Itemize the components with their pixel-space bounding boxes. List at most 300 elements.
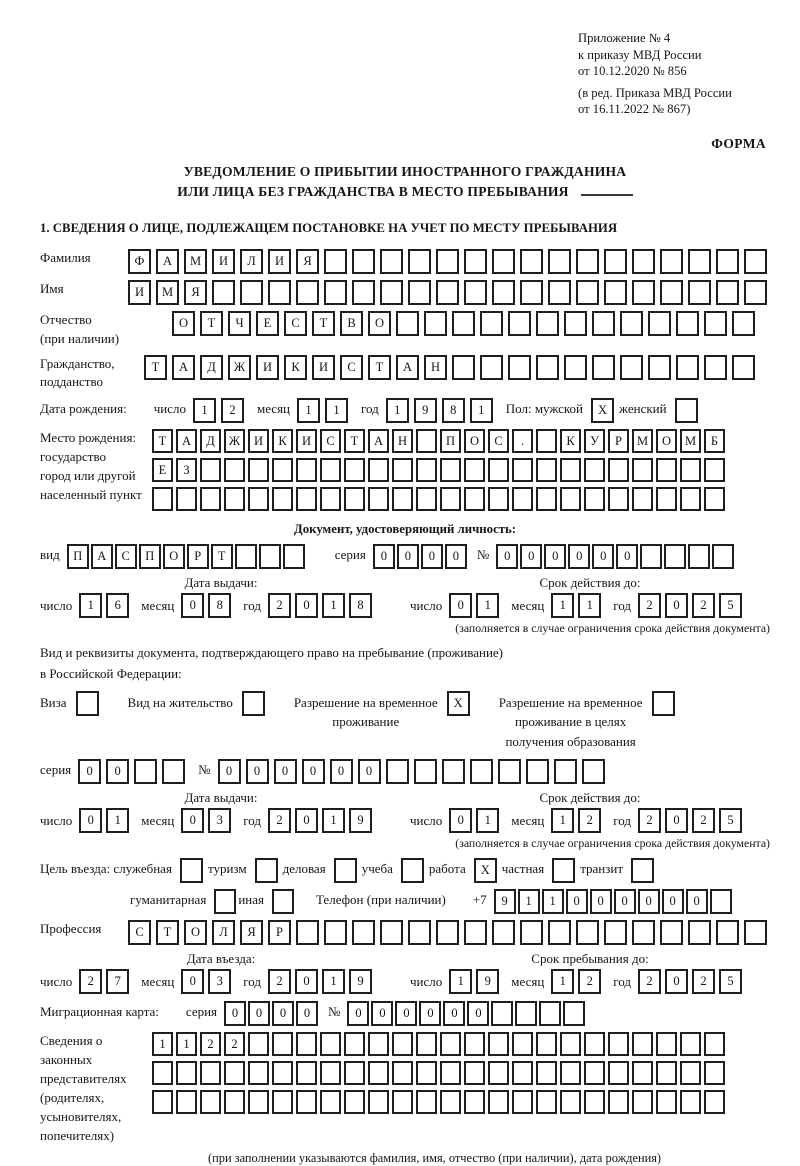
char-cell[interactable]: Р	[268, 920, 291, 945]
char-cell[interactable]: 1	[193, 398, 216, 423]
char-cell[interactable]	[656, 1061, 677, 1085]
char-cell[interactable]: 0	[106, 759, 129, 784]
char-cell[interactable]	[536, 429, 557, 453]
char-cell[interactable]	[296, 1090, 317, 1114]
char-cell[interactable]	[436, 920, 459, 945]
char-cell[interactable]: 2	[268, 969, 291, 994]
char-cell[interactable]: Н	[392, 429, 413, 453]
char-cell[interactable]	[352, 920, 375, 945]
char-cell[interactable]: 0	[371, 1001, 393, 1026]
char-cell[interactable]: 0	[373, 544, 395, 569]
char-cell[interactable]	[452, 311, 475, 336]
char-cell[interactable]: 0	[181, 593, 204, 618]
char-cell[interactable]	[744, 249, 767, 274]
char-cell[interactable]	[716, 249, 739, 274]
char-cell[interactable]: 0	[181, 808, 204, 833]
char-cell[interactable]: 8	[442, 398, 465, 423]
char-cell[interactable]: 0	[330, 759, 353, 784]
char-cell[interactable]	[488, 487, 509, 511]
char-cell[interactable]	[488, 1061, 509, 1085]
char-cell[interactable]	[436, 280, 459, 305]
char-cell[interactable]	[176, 1090, 197, 1114]
char-cell[interactable]	[491, 1001, 513, 1026]
char-cell[interactable]: 2	[224, 1032, 245, 1056]
char-cell[interactable]	[235, 544, 257, 569]
char-cell[interactable]	[498, 759, 521, 784]
char-cell[interactable]	[508, 311, 531, 336]
char-cell[interactable]	[676, 311, 699, 336]
char-cell[interactable]: Д	[200, 429, 221, 453]
char-cell[interactable]	[152, 487, 173, 511]
char-cell[interactable]	[442, 759, 465, 784]
char-cell[interactable]	[392, 458, 413, 482]
char-cell[interactable]: Л	[240, 249, 263, 274]
char-cell[interactable]: 0	[79, 808, 102, 833]
char-cell[interactable]	[632, 920, 655, 945]
char-cell[interactable]	[272, 1090, 293, 1114]
char-cell[interactable]	[716, 280, 739, 305]
char-cell[interactable]	[660, 920, 683, 945]
char-cell[interactable]	[408, 280, 431, 305]
char-cell[interactable]: З	[176, 458, 197, 482]
char-cell[interactable]	[464, 1061, 485, 1085]
char-cell[interactable]	[492, 920, 515, 945]
char-cell[interactable]: А	[156, 249, 179, 274]
char-cell[interactable]	[272, 487, 293, 511]
char-cell[interactable]	[464, 1090, 485, 1114]
char-cell[interactable]	[592, 311, 615, 336]
char-cell[interactable]: 0	[496, 544, 518, 569]
char-cell[interactable]: 0	[544, 544, 566, 569]
char-cell[interactable]: 1	[297, 398, 320, 423]
char-cell[interactable]: 0	[295, 593, 318, 618]
char-cell[interactable]: 2	[638, 808, 661, 833]
char-cell[interactable]	[680, 1032, 701, 1056]
char-cell[interactable]: 1	[322, 969, 345, 994]
purpose-transit-checkbox[interactable]	[631, 858, 654, 883]
char-cell[interactable]	[344, 1032, 365, 1056]
char-cell[interactable]: 1	[79, 593, 102, 618]
char-cell[interactable]: К	[272, 429, 293, 453]
char-cell[interactable]: 0	[274, 759, 297, 784]
char-cell[interactable]	[564, 311, 587, 336]
char-cell[interactable]	[632, 249, 655, 274]
char-cell[interactable]	[272, 1061, 293, 1085]
char-cell[interactable]: 0	[295, 969, 318, 994]
char-cell[interactable]: Я	[184, 280, 207, 305]
char-cell[interactable]: Т	[368, 355, 391, 380]
char-cell[interactable]: К	[284, 355, 307, 380]
char-cell[interactable]: И	[312, 355, 335, 380]
char-cell[interactable]	[176, 487, 197, 511]
char-cell[interactable]	[608, 1090, 629, 1114]
char-cell[interactable]	[632, 1032, 653, 1056]
char-cell[interactable]: 0	[397, 544, 419, 569]
char-cell[interactable]	[240, 280, 263, 305]
char-cell[interactable]	[536, 355, 559, 380]
char-cell[interactable]	[296, 920, 319, 945]
char-cell[interactable]	[248, 1061, 269, 1085]
char-cell[interactable]	[520, 280, 543, 305]
char-cell[interactable]	[134, 759, 157, 784]
char-cell[interactable]: 2	[221, 398, 244, 423]
char-cell[interactable]: 0	[443, 1001, 465, 1026]
char-cell[interactable]	[296, 1032, 317, 1056]
char-cell[interactable]	[352, 249, 375, 274]
education-residence-permit-checkbox[interactable]	[652, 691, 675, 716]
char-cell[interactable]: М	[184, 249, 207, 274]
char-cell[interactable]	[680, 1061, 701, 1085]
char-cell[interactable]: О	[464, 429, 485, 453]
purpose-tourism-checkbox[interactable]	[255, 858, 278, 883]
title-blank-line[interactable]	[581, 184, 633, 196]
char-cell[interactable]: К	[560, 429, 581, 453]
char-cell[interactable]: О	[172, 311, 195, 336]
char-cell[interactable]	[582, 759, 605, 784]
char-cell[interactable]	[584, 1090, 605, 1114]
char-cell[interactable]: О	[163, 544, 185, 569]
char-cell[interactable]	[704, 487, 725, 511]
char-cell[interactable]: 5	[719, 969, 742, 994]
char-cell[interactable]	[680, 458, 701, 482]
char-cell[interactable]: 1	[476, 808, 499, 833]
char-cell[interactable]: 0	[419, 1001, 441, 1026]
visa-checkbox[interactable]	[76, 691, 99, 716]
char-cell[interactable]	[604, 920, 627, 945]
char-cell[interactable]	[608, 487, 629, 511]
char-cell[interactable]	[576, 280, 599, 305]
char-cell[interactable]: Ч	[228, 311, 251, 336]
char-cell[interactable]	[560, 1032, 581, 1056]
char-cell[interactable]	[520, 920, 543, 945]
char-cell[interactable]	[608, 458, 629, 482]
char-cell[interactable]: 3	[208, 808, 231, 833]
char-cell[interactable]	[564, 355, 587, 380]
char-cell[interactable]	[664, 544, 686, 569]
char-cell[interactable]: 0	[449, 808, 472, 833]
char-cell[interactable]	[536, 311, 559, 336]
char-cell[interactable]	[536, 487, 557, 511]
char-cell[interactable]	[526, 759, 549, 784]
char-cell[interactable]: 2	[578, 969, 601, 994]
char-cell[interactable]	[584, 487, 605, 511]
char-cell[interactable]: 0	[296, 1001, 318, 1026]
char-cell[interactable]	[224, 1090, 245, 1114]
char-cell[interactable]	[324, 920, 347, 945]
char-cell[interactable]	[368, 1032, 389, 1056]
char-cell[interactable]	[272, 1032, 293, 1056]
char-cell[interactable]	[324, 280, 347, 305]
char-cell[interactable]	[632, 1090, 653, 1114]
char-cell[interactable]	[536, 1032, 557, 1056]
char-cell[interactable]	[386, 759, 409, 784]
char-cell[interactable]	[704, 1032, 725, 1056]
char-cell[interactable]	[416, 487, 437, 511]
char-cell[interactable]: 1	[551, 593, 574, 618]
char-cell[interactable]: 0	[248, 1001, 270, 1026]
char-cell[interactable]: Т	[312, 311, 335, 336]
char-cell[interactable]: 6	[106, 593, 129, 618]
char-cell[interactable]	[584, 458, 605, 482]
char-cell[interactable]	[716, 920, 739, 945]
char-cell[interactable]	[200, 458, 221, 482]
char-cell[interactable]	[320, 1090, 341, 1114]
char-cell[interactable]	[416, 429, 437, 453]
char-cell[interactable]	[296, 458, 317, 482]
char-cell[interactable]	[212, 280, 235, 305]
char-cell[interactable]	[620, 311, 643, 336]
char-cell[interactable]: 0	[665, 969, 688, 994]
char-cell[interactable]	[392, 487, 413, 511]
char-cell[interactable]	[656, 1032, 677, 1056]
purpose-other-checkbox[interactable]	[272, 889, 294, 914]
char-cell[interactable]	[680, 1090, 701, 1114]
char-cell[interactable]: С	[284, 311, 307, 336]
char-cell[interactable]	[224, 1061, 245, 1085]
char-cell[interactable]	[440, 458, 461, 482]
char-cell[interactable]	[704, 458, 725, 482]
char-cell[interactable]	[380, 249, 403, 274]
char-cell[interactable]	[710, 889, 732, 914]
char-cell[interactable]: М	[632, 429, 653, 453]
char-cell[interactable]	[392, 1061, 413, 1085]
sex-female-checkbox[interactable]	[675, 398, 698, 423]
char-cell[interactable]: 2	[578, 808, 601, 833]
char-cell[interactable]	[320, 487, 341, 511]
char-cell[interactable]	[536, 1090, 557, 1114]
char-cell[interactable]	[512, 1032, 533, 1056]
char-cell[interactable]	[488, 1032, 509, 1056]
char-cell[interactable]	[200, 487, 221, 511]
char-cell[interactable]	[416, 458, 437, 482]
char-cell[interactable]	[732, 311, 755, 336]
char-cell[interactable]	[344, 1090, 365, 1114]
char-cell[interactable]	[548, 920, 571, 945]
char-cell[interactable]: Т	[200, 311, 223, 336]
char-cell[interactable]	[632, 458, 653, 482]
char-cell[interactable]	[512, 1061, 533, 1085]
char-cell[interactable]: И	[212, 249, 235, 274]
char-cell[interactable]	[656, 1090, 677, 1114]
char-cell[interactable]	[248, 487, 269, 511]
char-cell[interactable]	[492, 249, 515, 274]
char-cell[interactable]: 1	[551, 808, 574, 833]
char-cell[interactable]: А	[396, 355, 419, 380]
char-cell[interactable]: 0	[449, 593, 472, 618]
char-cell[interactable]	[392, 1032, 413, 1056]
char-cell[interactable]	[452, 355, 475, 380]
char-cell[interactable]	[152, 1090, 173, 1114]
char-cell[interactable]: У	[584, 429, 605, 453]
char-cell[interactable]	[604, 280, 627, 305]
char-cell[interactable]	[470, 759, 493, 784]
char-cell[interactable]	[416, 1032, 437, 1056]
char-cell[interactable]	[152, 1061, 173, 1085]
char-cell[interactable]	[344, 487, 365, 511]
char-cell[interactable]	[548, 280, 571, 305]
char-cell[interactable]	[536, 458, 557, 482]
char-cell[interactable]	[162, 759, 185, 784]
char-cell[interactable]	[200, 1090, 221, 1114]
char-cell[interactable]: С	[488, 429, 509, 453]
char-cell[interactable]: 3	[208, 969, 231, 994]
char-cell[interactable]	[296, 280, 319, 305]
char-cell[interactable]	[656, 458, 677, 482]
char-cell[interactable]	[368, 1061, 389, 1085]
char-cell[interactable]: 0	[78, 759, 101, 784]
char-cell[interactable]	[560, 1090, 581, 1114]
char-cell[interactable]	[688, 280, 711, 305]
char-cell[interactable]	[416, 1061, 437, 1085]
char-cell[interactable]: 0	[590, 889, 612, 914]
char-cell[interactable]	[424, 311, 447, 336]
char-cell[interactable]	[620, 355, 643, 380]
char-cell[interactable]: 1	[449, 969, 472, 994]
char-cell[interactable]: И	[268, 249, 291, 274]
char-cell[interactable]: С	[340, 355, 363, 380]
char-cell[interactable]	[563, 1001, 585, 1026]
char-cell[interactable]	[512, 487, 533, 511]
char-cell[interactable]	[608, 1032, 629, 1056]
char-cell[interactable]	[604, 249, 627, 274]
char-cell[interactable]	[632, 1061, 653, 1085]
char-cell[interactable]	[560, 1061, 581, 1085]
char-cell[interactable]	[408, 920, 431, 945]
char-cell[interactable]	[648, 311, 671, 336]
char-cell[interactable]	[515, 1001, 537, 1026]
char-cell[interactable]: И	[296, 429, 317, 453]
char-cell[interactable]	[688, 920, 711, 945]
char-cell[interactable]	[344, 458, 365, 482]
char-cell[interactable]: 1	[542, 889, 564, 914]
char-cell[interactable]: 1	[476, 593, 499, 618]
char-cell[interactable]: 2	[692, 808, 715, 833]
char-cell[interactable]: Т	[152, 429, 173, 453]
char-cell[interactable]	[632, 487, 653, 511]
purpose-work-checkbox[interactable]: X	[474, 858, 497, 883]
char-cell[interactable]	[464, 1032, 485, 1056]
char-cell[interactable]	[744, 280, 767, 305]
char-cell[interactable]: 0	[616, 544, 638, 569]
char-cell[interactable]	[380, 920, 403, 945]
char-cell[interactable]	[480, 311, 503, 336]
char-cell[interactable]: 0	[665, 808, 688, 833]
char-cell[interactable]: Т	[344, 429, 365, 453]
char-cell[interactable]	[320, 458, 341, 482]
char-cell[interactable]	[440, 487, 461, 511]
char-cell[interactable]	[536, 1061, 557, 1085]
char-cell[interactable]: 1	[106, 808, 129, 833]
char-cell[interactable]	[744, 920, 767, 945]
char-cell[interactable]	[436, 249, 459, 274]
char-cell[interactable]: 0	[224, 1001, 246, 1026]
char-cell[interactable]: 2	[692, 593, 715, 618]
char-cell[interactable]: 1	[322, 808, 345, 833]
char-cell[interactable]	[584, 1032, 605, 1056]
char-cell[interactable]: 2	[268, 593, 291, 618]
char-cell[interactable]: 1	[386, 398, 409, 423]
char-cell[interactable]	[272, 458, 293, 482]
char-cell[interactable]	[440, 1061, 461, 1085]
char-cell[interactable]	[560, 458, 581, 482]
temporary-residence-permit-checkbox[interactable]: X	[447, 691, 470, 716]
char-cell[interactable]	[512, 1090, 533, 1114]
char-cell[interactable]	[320, 1032, 341, 1056]
char-cell[interactable]: Т	[211, 544, 233, 569]
char-cell[interactable]: Д	[200, 355, 223, 380]
char-cell[interactable]: 0	[662, 889, 684, 914]
char-cell[interactable]: О	[184, 920, 207, 945]
char-cell[interactable]	[676, 355, 699, 380]
char-cell[interactable]: Я	[240, 920, 263, 945]
char-cell[interactable]: Е	[256, 311, 279, 336]
char-cell[interactable]: 1	[578, 593, 601, 618]
purpose-humanitarian-checkbox[interactable]	[214, 889, 236, 914]
char-cell[interactable]: Ж	[224, 429, 245, 453]
char-cell[interactable]	[508, 355, 531, 380]
char-cell[interactable]	[660, 280, 683, 305]
char-cell[interactable]: 5	[719, 808, 742, 833]
char-cell[interactable]: 0	[181, 969, 204, 994]
char-cell[interactable]: 8	[208, 593, 231, 618]
char-cell[interactable]: 1	[470, 398, 493, 423]
char-cell[interactable]	[548, 249, 571, 274]
sex-male-checkbox[interactable]: X	[591, 398, 614, 423]
char-cell[interactable]	[480, 355, 503, 380]
char-cell[interactable]	[576, 249, 599, 274]
char-cell[interactable]: П	[440, 429, 461, 453]
char-cell[interactable]	[640, 544, 662, 569]
char-cell[interactable]	[592, 355, 615, 380]
char-cell[interactable]	[688, 249, 711, 274]
char-cell[interactable]	[632, 280, 655, 305]
char-cell[interactable]	[704, 1090, 725, 1114]
char-cell[interactable]	[344, 1061, 365, 1085]
char-cell[interactable]: 0	[520, 544, 542, 569]
char-cell[interactable]	[224, 458, 245, 482]
char-cell[interactable]	[176, 1061, 197, 1085]
purpose-private-checkbox[interactable]	[552, 858, 575, 883]
char-cell[interactable]	[464, 280, 487, 305]
char-cell[interactable]	[296, 1061, 317, 1085]
char-cell[interactable]	[648, 355, 671, 380]
char-cell[interactable]: И	[128, 280, 151, 305]
char-cell[interactable]: 0	[246, 759, 269, 784]
char-cell[interactable]	[660, 249, 683, 274]
char-cell[interactable]	[380, 280, 403, 305]
char-cell[interactable]	[368, 1090, 389, 1114]
char-cell[interactable]: И	[256, 355, 279, 380]
char-cell[interactable]	[248, 1032, 269, 1056]
char-cell[interactable]: 0	[614, 889, 636, 914]
char-cell[interactable]: Т	[156, 920, 179, 945]
char-cell[interactable]	[414, 759, 437, 784]
char-cell[interactable]	[268, 280, 291, 305]
char-cell[interactable]: 0	[445, 544, 467, 569]
char-cell[interactable]: 0	[467, 1001, 489, 1026]
char-cell[interactable]	[248, 1090, 269, 1114]
char-cell[interactable]	[688, 544, 710, 569]
char-cell[interactable]	[440, 1090, 461, 1114]
char-cell[interactable]	[464, 458, 485, 482]
char-cell[interactable]: 1	[551, 969, 574, 994]
char-cell[interactable]: 0	[665, 593, 688, 618]
char-cell[interactable]: .	[512, 429, 533, 453]
char-cell[interactable]: 9	[349, 808, 372, 833]
char-cell[interactable]: 0	[272, 1001, 294, 1026]
char-cell[interactable]: 2	[268, 808, 291, 833]
char-cell[interactable]: 0	[302, 759, 325, 784]
